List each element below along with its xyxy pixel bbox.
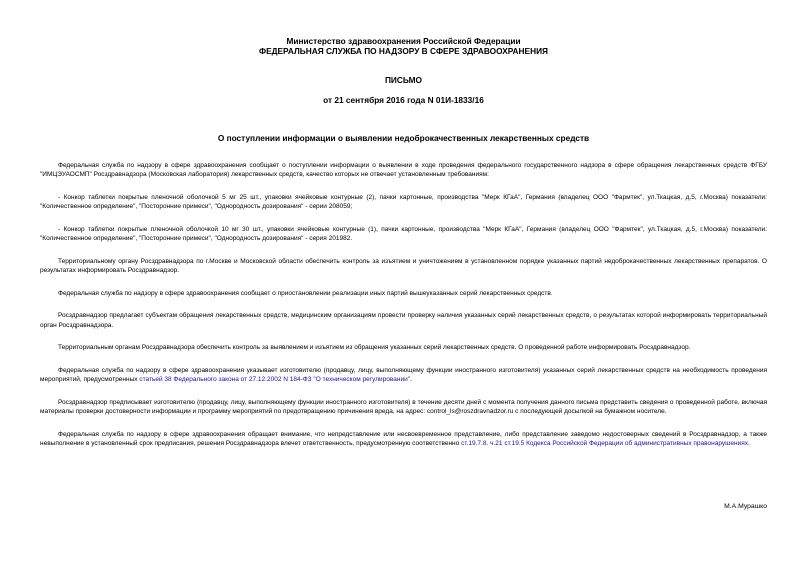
document-header <box>40 36 767 105</box>
paragraph-2: - Конкор таблетки покрытые пленочной оболочкой 5 мг 25 шт., упаковки ячейковые контурные (2), пачки картонные, производства "Мерк КГаА", Германия (владелец ООО "Фармтек", ул.Ткацкая, д.5, г.Москва) показатели: "Количественное определение", "Посторонние примеси", "Однородность дозирования" - серии 208059; <box>40 193 767 211</box>
law-184-fz-link[interactable]: статьей 38 Федерального закона от 27.12.2002 N 184-ФЗ "О техническом регулировании" <box>139 376 411 384</box>
paragraph-10 <box>40 430 767 448</box>
paragraph-6: Росздравнадзор предлагает субъектам обращения лекарственных средств, медицинским организациям провести проверку наличия указанных серий лекарственных средств, о результатах которой информировать территориальный орган Росздравнадзора. <box>40 312 767 329</box>
document-date-number: от 21 сентября 2016 года N 01И-1833/16 <box>323 95 484 105</box>
paragraph-8 <box>40 366 767 384</box>
paragraph-8-text: Федеральная служба по надзору в сфере здравоохранения указывает изготовителю (продавцу, лицу, выполняющему функции иностранного изготовителя) указанных серий лекарственных средств на необходимость проведения мероприятий, предусмотренных <box>40 366 767 384</box>
paragraph-10-text: Федеральная служба по надзору в сфере здравоохранения обращает внимание, что непредставление или несвоевременное представление, либо представление заведомо недостоверных сведений в Росздравнадзор, а также невыполнение в установленный срок предписания, решения Росздравнадзора влечет ответственность, предусмотренную соответственно <box>40 430 767 447</box>
paragraph-9: Росздравнадзор предписывает изготовителю (продавцу, лицу, выполняющему функции иностранного изготовителя) в течение десяти дней с момента получения данного письма представить сведения о проведенной работе, включая материалы проверки достоверности информации и программу мероприятий по предотвращению причинения вреда, на адрес: control_ls@roszdravnadzor.ru с последующей досылкой на бумажном носителе. <box>40 398 767 416</box>
paragraph-5: Федеральная служба по надзору в сфере здравоохранения сообщает о приостановлении реализации иных партий вышеуказанных серий лекарственных средств. <box>58 289 553 297</box>
paragraph-1: Федеральная служба по надзору в сфере здравоохранения сообщает о поступлении информации о выявлении в ходе проведения федерального государственного надзора в сфере обращения лекарственных средств ФГБУ "ИМЦЭУАОСМП" Росздравнадзора (Московская лаборатория) лекарственных средств, качество которых не отвечает установленным требованиям: <box>40 162 767 179</box>
paragraph-4: Территориальному органу Росздравнадзора по г.Москве и Московской области обеспечить контроль за изъятием и уничтожением в установленном порядке указанных партий недоброкачественных лекарственных препаратов. О результатах информировать Росздравнадзор. <box>40 257 767 274</box>
signature: М.А.Мурашко <box>724 503 767 510</box>
paragraph-7: Территориальным органам Росздравнадзора обеспечить контроль за выявлением и изъятием из обращения указанных серий лекарственных средств. О проведенной работе информировать Росздравнадзор. <box>58 344 691 352</box>
paragraph-8-end: . <box>410 376 412 384</box>
ministry-name: Министерство здравоохранения Российской Федерации <box>286 36 521 46</box>
service-name: ФЕДЕРАЛЬНАЯ СЛУЖБА ПО НАДЗОРУ В СФЕРЕ ЗДРАВООХРАНЕНИЯ <box>259 46 548 56</box>
koap-article-19-5-link[interactable]: ч.21 ст.19.5 Кодекса Российской Федерации об административных правонарушениях <box>490 439 748 447</box>
document-subject: О поступлении информации о выявлении недоброкачественных лекарственных средств <box>217 133 590 143</box>
koap-article-19-7-8-link[interactable]: ст.19.7.8. <box>461 439 489 447</box>
document-body <box>40 161 767 448</box>
paragraph-10-end: . <box>747 439 750 447</box>
paragraph-3: - Конкор таблетки покрытые пленочной оболочкой 10 мг 30 шт., упаковки ячейковые контурные (1), пачки картонные, производства "Мерк КГаА", Германия (владелец ООО "Фармтек", ул.Ткацкая, д.5, г.Москва) показатели: "Количественное определение", "Посторонние примеси", "Однородность дозирования" - серия 201982. <box>40 225 767 243</box>
document-type: ПИСЬМО <box>384 75 423 85</box>
